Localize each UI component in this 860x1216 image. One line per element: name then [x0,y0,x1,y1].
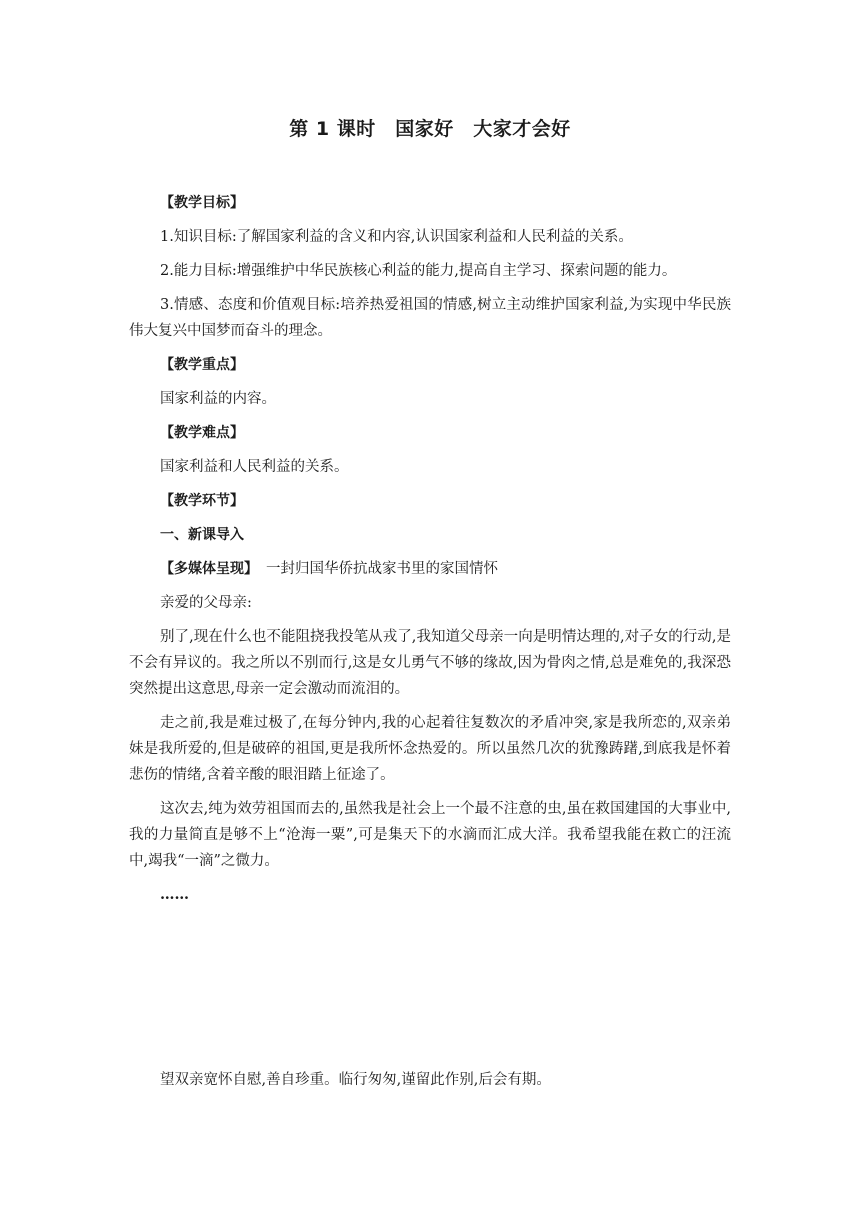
key-points-heading: 【教学重点】 [160,357,244,373]
media-tag: 【多媒体呈现】 [160,561,258,577]
letter-paragraph: 别了,现在什么也不能阻挠我投笔从戎了,我知道父母亲一向是明情达理的,对子女的行动,是不会有异议的。我之所以不别而行,这是女儿勇气不够的缘故,因为骨肉之情,总是难免的,我深恐突然提出这意思,母亲一定会激动而流泪的。 [129,629,731,697]
letter-ellipsis: …… [160,886,189,903]
objective-ability: 2.能力目标:增强维护中华民族核心利益的能力,提高自主学习、探索问题的能力。 [160,263,677,279]
letter-paragraph: 走之前,我是难过极了,在每分钟内,我的心起着往复数次的矛盾冲突,家是我所恋的,双亲弟妹是我所爱的,但是破碎的祖国,更是我所怀念热爱的。所以虽然几次的犹豫踌躇,到底我是怀着悲伤的情绪,含着辛酸的眼泪踏上征途了。 [129,715,731,783]
difficulty-text: 国家利益和人民利益的关系。 [160,459,349,475]
letter-salutation: 亲爱的父母亲: [160,595,252,611]
difficulty-heading: 【教学难点】 [160,425,244,441]
document-body [129,190,731,916]
steps-heading: 【教学环节】 [160,493,244,509]
media-title: 一封归国华侨抗战家书里的家国情怀 [266,561,498,577]
objective-emotion: 3.情感、态度和价值观目标:培养热爱祖国的情感,树立主动维护国家利益,为实现中华民族伟大复兴中国梦而奋斗的理念。 [129,297,731,339]
objectives-heading: 【教学目标】 [160,195,244,211]
objective-knowledge: 1.知识目标:了解国家利益的含义和内容,认识国家利益和人民利益的关系。 [160,229,633,245]
key-points-text: 国家利益的内容。 [160,391,276,407]
page-title: 第 1 课时 国家好 大家才会好 [289,118,571,140]
media-line [129,556,731,582]
letter-closing: 望双亲宽怀自慰,善自珍重。临行匆匆,谨留此作别,后会有期。 [160,1072,551,1088]
letter-paragraph: 这次去,纯为效劳祖国而去的,虽然我是社会上一个最不注意的虫,虽在救国建国的大事业中,我的力量简直是够不上“沧海一粟”,可是集天下的水滴而汇成大洋。我希望我能在救亡的汪流中,竭我“一滴”之微力。 [129,801,731,869]
section1-heading: 一、新课导入 [160,527,244,543]
